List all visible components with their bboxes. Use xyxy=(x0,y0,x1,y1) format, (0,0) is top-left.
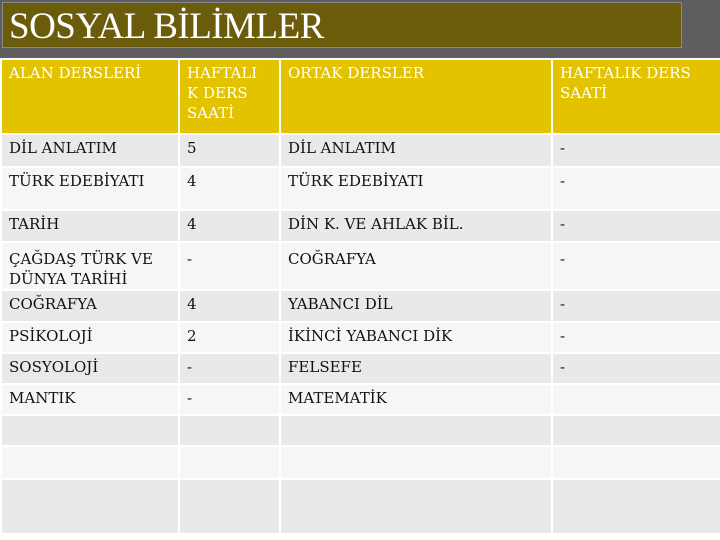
table-cell xyxy=(280,415,552,446)
table-cell xyxy=(552,384,720,415)
table-cell: TÜRK EDEBİYATI xyxy=(280,167,552,210)
table-row xyxy=(1,384,720,415)
title-panel xyxy=(2,2,682,48)
table-row xyxy=(1,167,720,210)
table-cell: ÇAĞDAŞ TÜRK VE DÜNYA TARİHİ xyxy=(1,242,179,290)
table-cell xyxy=(1,479,179,534)
table-cell xyxy=(552,479,720,534)
table-cell: - xyxy=(552,167,720,210)
header-cell-alan: ALAN DERSLERİ xyxy=(1,59,179,134)
header-cell-haftalik-1: HAFTALI K DERS SAATİ xyxy=(179,59,280,134)
table-cell: DİL ANLATIM xyxy=(280,134,552,167)
table-cell: - xyxy=(179,242,280,290)
table-row xyxy=(1,353,720,384)
table-cell: FELSEFE xyxy=(280,353,552,384)
table-cell: - xyxy=(552,290,720,322)
table-cell: 5 xyxy=(179,134,280,167)
table-cell xyxy=(552,415,720,446)
table-cell: 4 xyxy=(179,290,280,322)
table-cell: YABANCI DİL xyxy=(280,290,552,322)
table-cell: COĞRAFYA xyxy=(1,290,179,322)
table-cell: - xyxy=(552,322,720,353)
table-cell: İKİNCİ YABANCI DİK xyxy=(280,322,552,353)
table-row xyxy=(1,322,720,353)
header-cell-haftalik-2: HAFTALIK DERS SAATİ xyxy=(552,59,720,134)
table-cell xyxy=(280,479,552,534)
table-cell xyxy=(280,446,552,479)
table-cell: SOSYOLOJİ xyxy=(1,353,179,384)
table-cell: MANTIK xyxy=(1,384,179,415)
table-cell: - xyxy=(179,384,280,415)
table-cell: TÜRK EDEBİYATI xyxy=(1,167,179,210)
table-cell: TARİH xyxy=(1,210,179,242)
table-cell: PSİKOLOJİ xyxy=(1,322,179,353)
table-row xyxy=(1,134,720,167)
table-cell xyxy=(179,415,280,446)
page-title: SOSYAL BİLİMLER xyxy=(9,6,324,47)
table-cell xyxy=(1,415,179,446)
table-row xyxy=(1,290,720,322)
table-cell xyxy=(1,446,179,479)
table-cell: MATEMATİK xyxy=(280,384,552,415)
table-cell: COĞRAFYA xyxy=(280,242,552,290)
table-cell: DİL ANLATIM xyxy=(1,134,179,167)
table-cell: - xyxy=(552,134,720,167)
table-cell xyxy=(179,446,280,479)
table-cell xyxy=(179,479,280,534)
table-cell: 4 xyxy=(179,167,280,210)
header-cell-ortak: ORTAK DERSLER xyxy=(280,59,552,134)
table-cell: - xyxy=(552,353,720,384)
table-cell xyxy=(552,446,720,479)
table-row xyxy=(1,210,720,242)
title-bar xyxy=(0,0,720,58)
table-row xyxy=(1,242,720,290)
table-cell: - xyxy=(179,353,280,384)
table-row xyxy=(1,479,720,534)
course-table xyxy=(0,58,720,535)
table-cell: DİN K. VE AHLAK BİL. xyxy=(280,210,552,242)
table-row xyxy=(1,415,720,446)
table-cell: - xyxy=(552,242,720,290)
table-header-row xyxy=(1,59,720,134)
table-cell: 2 xyxy=(179,322,280,353)
table-cell: 4 xyxy=(179,210,280,242)
table-cell: - xyxy=(552,210,720,242)
table-row xyxy=(1,446,720,479)
